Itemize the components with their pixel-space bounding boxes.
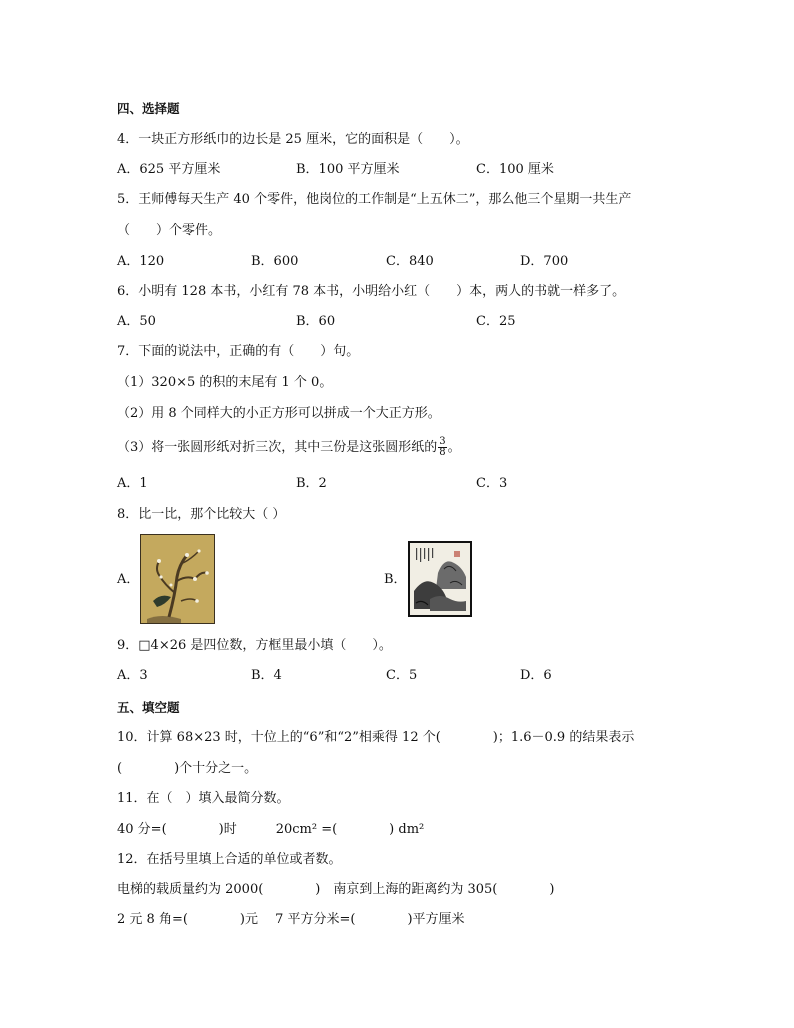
q7-statement-3-text: （3）将一张圆形纸对折三次，其中三份是这张圆形纸的 — [117, 440, 438, 455]
q8-option-a-label[interactable]: A． — [117, 572, 140, 587]
question-10-line2: ( )个十分之一。 — [117, 761, 258, 776]
question-7: 7．下面的说法中，正确的有（ ）句。 — [117, 344, 360, 359]
q9-option-b[interactable]: B．4 — [251, 668, 282, 683]
fraction-three-eighths — [438, 437, 446, 458]
q9-option-a[interactable]: A．3 — [117, 668, 148, 683]
q8-painting-b-landscape[interactable] — [408, 541, 472, 617]
q4-option-a[interactable]: A．625 平方厘米 — [117, 162, 221, 177]
q5-option-d[interactable]: D．700 — [520, 254, 569, 269]
q7-statement-1: （1）320×5 的积的末尾有 1 个 0。 — [117, 375, 333, 390]
q9-option-d[interactable]: D．6 — [520, 668, 552, 683]
question-6: 6．小明有 128 本书，小红有 78 本书，小明给小红（ ）本，两人的书就一样多了。 — [117, 284, 626, 299]
section-title-fill-blank: 五、填空题 — [117, 700, 180, 715]
q5-option-b[interactable]: B．600 — [251, 254, 299, 269]
q8-painting-a-plum-blossom[interactable] — [140, 534, 215, 624]
fraction-denominator: 8 — [439, 447, 446, 458]
q7-statement-3 — [117, 437, 461, 458]
fraction-numerator: 3 — [439, 436, 446, 447]
question-5-line1: 5．王师傅每天生产 40 个零件，他岗位的工作制是“上五休二”，那么他三个星期一共生产 — [117, 192, 632, 207]
q4-option-b[interactable]: B．100 平方厘米 — [296, 162, 400, 177]
q7-statement-3-end: 。 — [447, 440, 461, 455]
q7-statement-2: （2）用 8 个同样大的小正方形可以拼成一个大正方形。 — [117, 406, 441, 421]
section-title-choice: 四、选择题 — [117, 101, 180, 116]
q7-option-b[interactable]: B．2 — [296, 476, 327, 491]
q6-option-a[interactable]: A．50 — [117, 314, 156, 329]
q12-line1: 电梯的载质量约为 2000( ) 南京到上海的距离约为 305( ) — [117, 882, 555, 897]
question-12: 12．在括号里填上合适的单位或者数。 — [117, 852, 342, 867]
question-10-line1: 10．计算 68×23 时，十位上的“6”和“2”相乘得 12 个( )；1.6－0.9 的结果表示 — [117, 730, 635, 745]
painting-a-art — [141, 535, 215, 624]
question-11: 11．在（ ）填入最简分数。 — [117, 791, 290, 806]
q6-option-b[interactable]: B．60 — [296, 314, 336, 329]
question-9: 9．□4×26 是四位数，方框里最小填（ ）。 — [117, 638, 392, 653]
painting-b-art — [410, 543, 470, 615]
q12-line2: 2 元 8 角=( )元 7 平方分米=( )平方厘米 — [117, 912, 465, 927]
question-8: 8．比一比，那个比较大（ ） — [117, 507, 286, 522]
q5-option-c[interactable]: C．840 — [386, 254, 434, 269]
question-4: 4．一块正方形纸巾的边长是 25 厘米，它的面积是（ ）。 — [117, 132, 469, 147]
q8-option-b-label[interactable]: B． — [384, 572, 407, 587]
q7-option-a[interactable]: A．1 — [117, 476, 148, 491]
q4-option-c[interactable]: C．100 厘米 — [476, 162, 554, 177]
q7-option-c[interactable]: C．3 — [476, 476, 508, 491]
q5-option-a[interactable]: A．120 — [117, 254, 165, 269]
q11-blanks: 40 分=( )时 20cm² =( ) dm² — [117, 822, 425, 837]
question-5-line2: （ ）个零件。 — [117, 223, 222, 238]
q6-option-c[interactable]: C．25 — [476, 314, 516, 329]
q9-option-c[interactable]: C．5 — [386, 668, 418, 683]
